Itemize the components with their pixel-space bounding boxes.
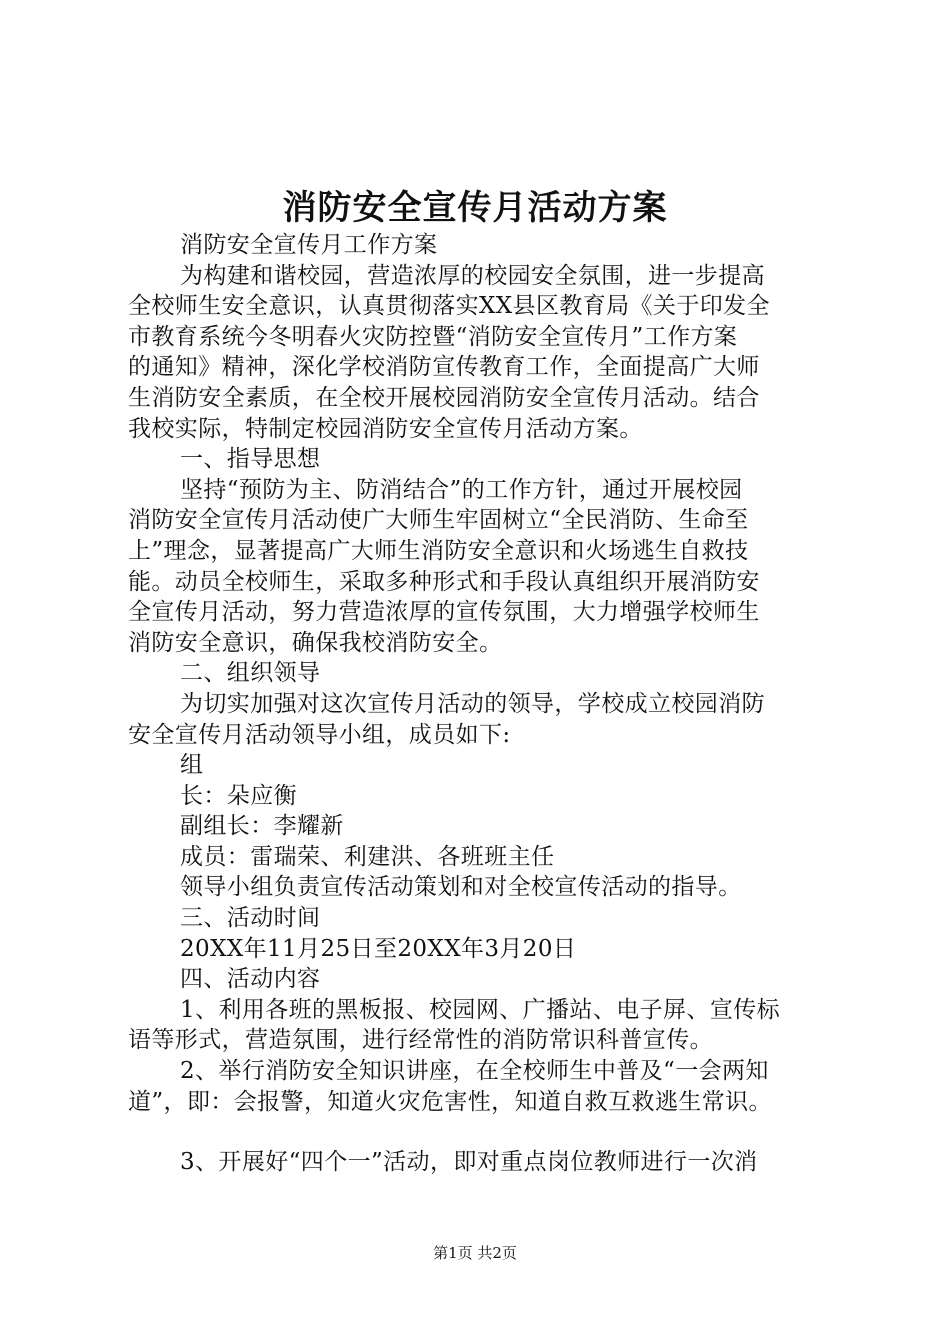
text-line: 为构建和谐校园，营造浓厚的校园安全氛围，进一步提高 [180, 262, 765, 289]
text-line: 3、开展好“四个一”活动，即对重点岗位教师进行一次消 [180, 1149, 758, 1176]
text-line: 道”，即：会报警，知道火灾危害性，知道自救互救逃生常识。 [128, 1088, 772, 1115]
text-line: 1、利用各班的黑板报、校园网、广播站、电子屏、宣传标 [180, 996, 781, 1023]
text-line: 消防安全宣传月工作方案 [180, 232, 438, 258]
document-title: 消防安全宣传月活动方案 [282, 188, 668, 228]
text-line: 20XX年11月25日至20XX年3月20日 [180, 935, 577, 962]
text-line: 长：朵应衡 [180, 782, 297, 809]
text-line: 三、活动时间 [180, 905, 321, 932]
text-line: 副组长：李耀新 [180, 813, 344, 840]
document-body [128, 230, 838, 1178]
text-line: 能。动员全校师生，采取多种形式和手段认真组织开展消防安 [128, 568, 760, 595]
text-line: 语等形式，营造氛围，进行经常性的消防常识科普宣传。 [128, 1027, 713, 1054]
paragraph-spacer [128, 1117, 838, 1147]
text-line: 为切实加强对这次宣传月活动的领导，学校成立校园消防 [180, 690, 765, 717]
text-line: 全校师生安全意识，认真贯彻落实XX县区教育局《关于印发全 [128, 293, 770, 320]
text-line: 领导小组负责宣传活动策划和对全校宣传活动的指导。 [180, 874, 742, 901]
text-line: 成员：雷瑞荣、利建洪、各班班主任 [180, 843, 555, 870]
page-footer: 第1页 共2页 [433, 1244, 517, 1262]
text-line: 坚持“预防为主、防消结合”的工作方针，通过开展校园 [180, 476, 743, 503]
text-line: 组 [180, 752, 204, 779]
text-line: 我校实际，特制定校园消防安全宣传月活动方案。 [128, 415, 643, 442]
text-line: 上”理念，显著提高广大师生消防安全意识和火场逃生自救技 [128, 537, 749, 564]
text-line: 一、指导思想 [180, 446, 321, 473]
text-line: 2、举行消防安全知识讲座，在全校师生中普及“一会两知 [180, 1058, 769, 1085]
text-line: 二、组织领导 [180, 660, 321, 687]
text-line: 四、活动内容 [180, 966, 321, 993]
text-line: 消防安全宣传月活动使广大师生牢固树立“全民消防、生命至 [128, 507, 749, 534]
text-line: 消防安全意识，确保我校消防安全。 [128, 629, 503, 656]
text-line: 安全宣传月活动领导小组，成员如下: [128, 721, 511, 748]
text-line: 全宣传月活动，努力营造浓厚的宣传氛围，大力增强学校师生 [128, 599, 760, 626]
text-line: 市教育系统今冬明春火灾防控暨“消防安全宣传月”工作方案 [128, 323, 738, 350]
text-line: 的通知》精神，深化学校消防宣传教育工作，全面提高广大师 [128, 354, 760, 381]
text-line: 生消防安全素质，在全校开展校园消防安全宣传月活动。结合 [128, 384, 760, 411]
